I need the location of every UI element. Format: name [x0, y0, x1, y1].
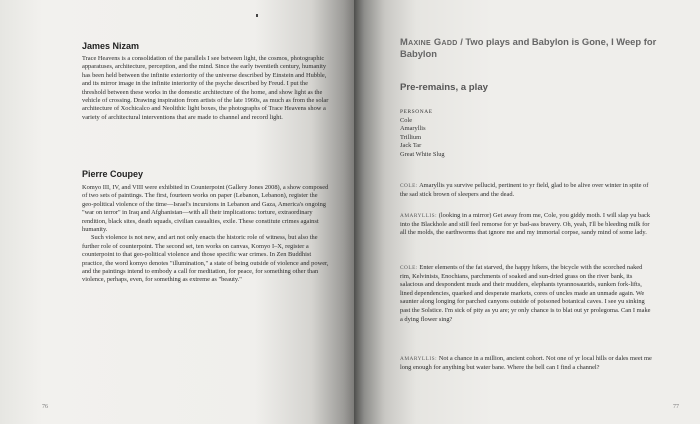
speech — [400, 264, 652, 324]
play-title: Pre-remains, a play — [400, 82, 488, 93]
author-statement — [82, 184, 330, 285]
speech — [400, 355, 652, 372]
speaker-name: AMARYLLIS: — [400, 213, 438, 219]
speech — [400, 212, 652, 238]
persona: Amaryllis — [400, 125, 426, 132]
speech — [400, 182, 652, 199]
author-heading: James Nizam — [82, 41, 140, 51]
statement-paragraph: Such violence is not new, and art not only enacts the historic role of witness, but also the further role of counterpoint. The second set, ten works on canvas, Komyo I–X, register a counterpoint to that geo-political violence and those specific war crimes. In Zen Buddhist practice, the word komyo denotes "illumination," a state of being outside of violence and power, and the paintings intend to embody a call for meditation, for peace, for something other than violence, perhaps, even, for something as extreme as "beauty." — [82, 234, 329, 284]
title-author: Maxine Gadd — [400, 36, 458, 47]
speech-text: Not a chance in a million, ancient cohort. Not one of yr local hills or dales meet me long enough for anything but water bane. Where the bell can I find a channel? — [400, 355, 652, 371]
page-number: 77 — [673, 404, 679, 410]
persona: Great White Slug — [400, 150, 445, 158]
speech-text: Amaryllis yu survive pellucid, pertinent to yr field, glad to be alive over winter in spite of the sad stick brown of sleepers and the dead. — [400, 182, 649, 198]
speaker-name: COLE: — [400, 183, 418, 189]
persona: Trillium — [400, 133, 422, 141]
personae-list — [400, 108, 445, 159]
title-text: / Two plays and Babylon is Gone, I Weep for Babylon — [400, 36, 657, 59]
persona: Cole — [400, 116, 413, 124]
statement-paragraph: Komyo III, IV, and VIII were exhibited in Counterpoint (Gallery Jones 2008), a show composed of two sets of paintings. The first, fourteen works on paper (Lebanon, Lebanon), register the geo-political violence of the time—Israel's incursions in Lebanon and Gaza, America's ongoing "war on terror" in Iraq and Afghanistan—with all their implications: torture, extraordinary rendition, black sites, death squads, civilian casualties, exile. These constitute crimes against humanity. — [82, 184, 329, 234]
author-statement — [82, 55, 330, 122]
speaker-name: COLE: — [400, 265, 418, 271]
persona: Jack Tar — [400, 142, 422, 149]
statement-paragraph: Trace Heavens is a consolidation of the parallels I see between light, the cosmos, photographic apparatuses, architecture, perception, and the mind. Since the early twentieth century, humanity has been held between the infinite exteriority of the universe described by Einstein and Hubble, and its mirror image in the infinite interiority of the psyche described by Freud. I put the threshold between these works in the domestic architecture of the home, and show light as the vehicle of crossing. Drawing inspiration from artists of the late 1960s, as much as from the solar architecture of Xochicalco and Neolithic light boxes, the photographs of Trace Heavens show a variety of architectural interventions that are made to channel and record light. — [82, 55, 329, 121]
speech-text: (looking in a mirror) Get away from me, Cole, you giddy moth. I will slap yu back into the Blackhole and still feel remorse for yr bad-ass bravery. Oh, yeah, I'll be bleeding milk for all the molds, the earthworms that ignore me and my immortal corpse, sandy mind of some lady. — [400, 212, 651, 237]
speech-text: Enter elements of the fat starved, the happy hikers, the bicycle with the scorched naked rim, Kelvinists, Enochians, parchments of soaked and sun-dried grass on the river bank, its salacious and despondent muds and their mudders, elephants tyrannosaurids, sunken fork-lifts, lined dependencies, quarked and desperate markets, cores of uncles made an unmade again. We saunter along longing for parched canyons outside of poisoned botanical caves. I see yu sinking past the Solstice. I'm sick of pity as yu are; yr only chance is to blat out yr prolegoma. Can I make a dying flower sing? — [400, 264, 651, 323]
speaker-name: AMARYLLIS: — [400, 356, 438, 362]
section-title — [400, 36, 662, 60]
print-mark — [256, 14, 258, 17]
page-number: 76 — [42, 404, 48, 410]
personae-label: PERSONAE — [400, 109, 433, 115]
author-heading: Pierre Coupey — [82, 169, 144, 179]
